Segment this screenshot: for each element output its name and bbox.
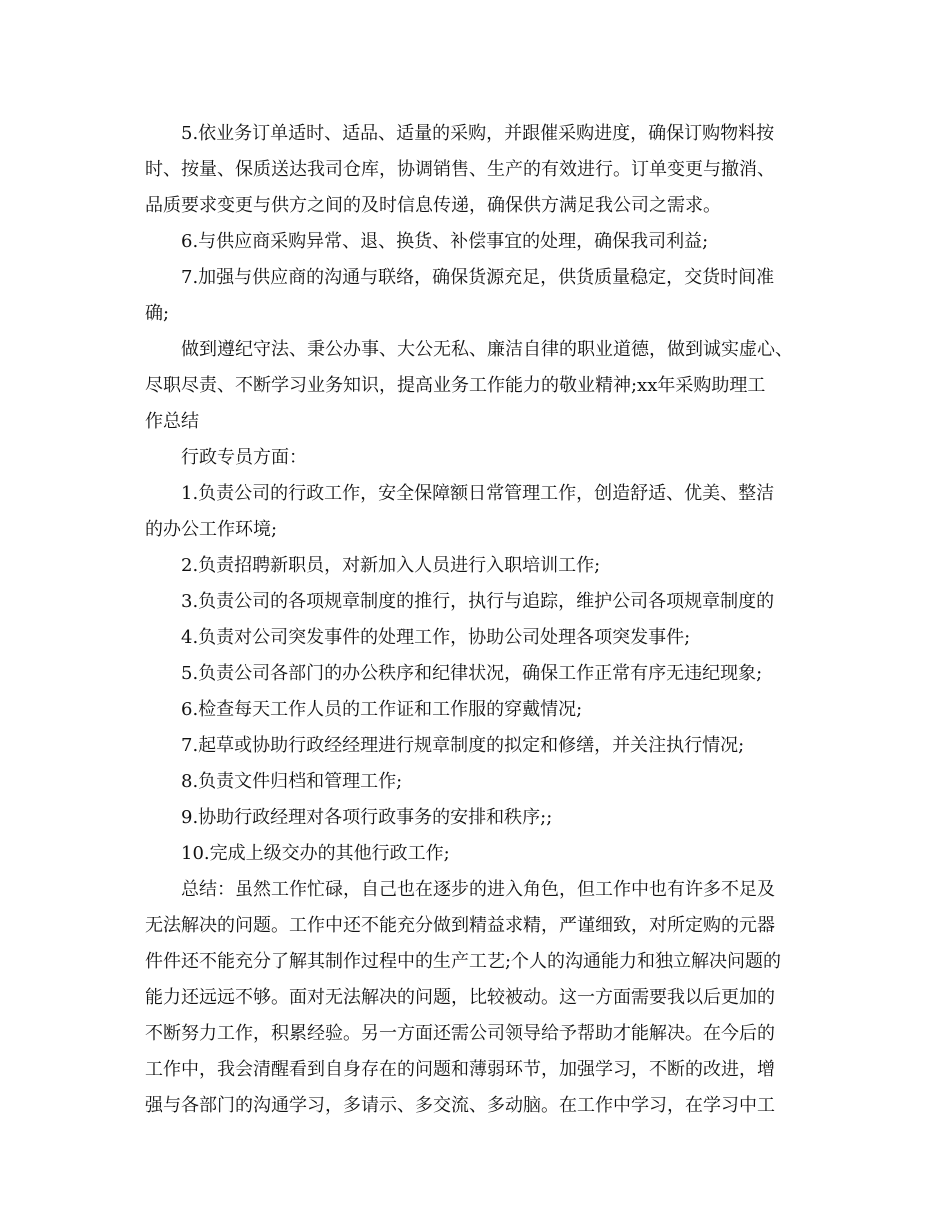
text-line: 8.负责文件归档和管理工作; [181, 771, 403, 792]
text-line: 6.与供应商采购异常、退、换货、补偿事宜的处理，确保我司利益; [181, 231, 709, 252]
paragraph [145, 764, 810, 800]
paragraph [145, 476, 810, 548]
paragraph [145, 116, 810, 224]
text-line: 5.依业务订单适时、适品、适量的采购，并跟催采购进度，确保订购物料按 [181, 123, 775, 144]
paragraph [145, 800, 810, 836]
paragraph [145, 728, 810, 764]
text-line: 工作中，我会清醒看到自身存在的问题和薄弱环节，加强学习，不断的改进，增 [145, 1059, 775, 1080]
text-line: 1.负责公司的行政工作，安全保障额日常管理工作，创造舒适、优美、整洁 [181, 483, 775, 504]
text-line: 2.负责招聘新职员，对新加入人员进行入职培训工作; [181, 555, 601, 576]
paragraph [145, 656, 810, 692]
paragraph [145, 440, 810, 476]
text-line: 尽职尽责、不断学习业务知识，提高业务工作能力的敬业精神;xx年采购助理工 [145, 375, 766, 396]
paragraph [145, 548, 810, 584]
text-line: 确; [145, 303, 170, 324]
text-line: 3.负责公司的各项规章制度的推行，执行与追踪，维护公司各项规章制度的 [181, 591, 775, 612]
text-line: 作总结 [145, 411, 199, 432]
text-line: 9.协助行政经理对各项行政事务的安排和秩序;; [181, 807, 553, 828]
text-line: 7.起草或协助行政经经理进行规章制度的拟定和修缮，并关注执行情况; [181, 735, 745, 756]
document-body [145, 116, 810, 1124]
paragraph [145, 224, 810, 260]
paragraph [145, 692, 810, 728]
paragraph [145, 584, 810, 620]
paragraph [145, 332, 810, 440]
text-line: 7.加强与供应商的沟通与联络，确保货源充足，供货质量稳定，交货时间准 [181, 267, 775, 288]
text-line: 的办公工作环境; [145, 519, 278, 540]
text-line: 无法解决的问题。工作中还不能充分做到精益求精，严谨细致，对所定购的元器 [145, 915, 775, 936]
text-line: 件件还不能充分了解其制作过程中的生产工艺;个人的沟通能力和独立解决问题的 [145, 951, 782, 972]
paragraph [145, 620, 810, 656]
paragraph [145, 872, 810, 1124]
text-line: 时、按量、保质送达我司仓库，协调销售、生产的有效进行。订单变更与撤消、 [145, 159, 775, 180]
text-line: 品质要求变更与供方之间的及时信息传递，确保供方满足我公司之需求。 [145, 195, 721, 216]
text-line: 5.负责公司各部门的办公秩序和纪律状况，确保工作正常有序无违纪现象; [181, 663, 763, 684]
text-line: 6.检查每天工作人员的工作证和工作服的穿戴情况; [181, 699, 583, 720]
text-line: 10.完成上级交办的其他行政工作; [181, 843, 450, 864]
paragraph [145, 260, 810, 332]
paragraph [145, 836, 810, 872]
text-line: 做到遵纪守法、秉公办事、大公无私、廉洁自律的职业道德，做到诚实虚心、 [181, 339, 793, 360]
text-line: 强与各部门的沟通学习，多请示、多交流、多动脑。在工作中学习，在学习中工 [145, 1095, 775, 1116]
text-line: 总结：虽然工作忙碌，自己也在逐步的进入角色，但工作中也有许多不足及 [181, 879, 775, 900]
text-line: 4.负责对公司突发事件的处理工作，协助公司处理各项突发事件; [181, 627, 691, 648]
text-line: 不断努力工作，积累经验。另一方面还需公司领导给予帮助才能解决。在今后的 [145, 1023, 775, 1044]
text-line: 行政专员方面： [181, 447, 307, 468]
text-line: 能力还远远不够。面对无法解决的问题，比较被动。这一方面需要我以后更加的 [145, 987, 775, 1008]
